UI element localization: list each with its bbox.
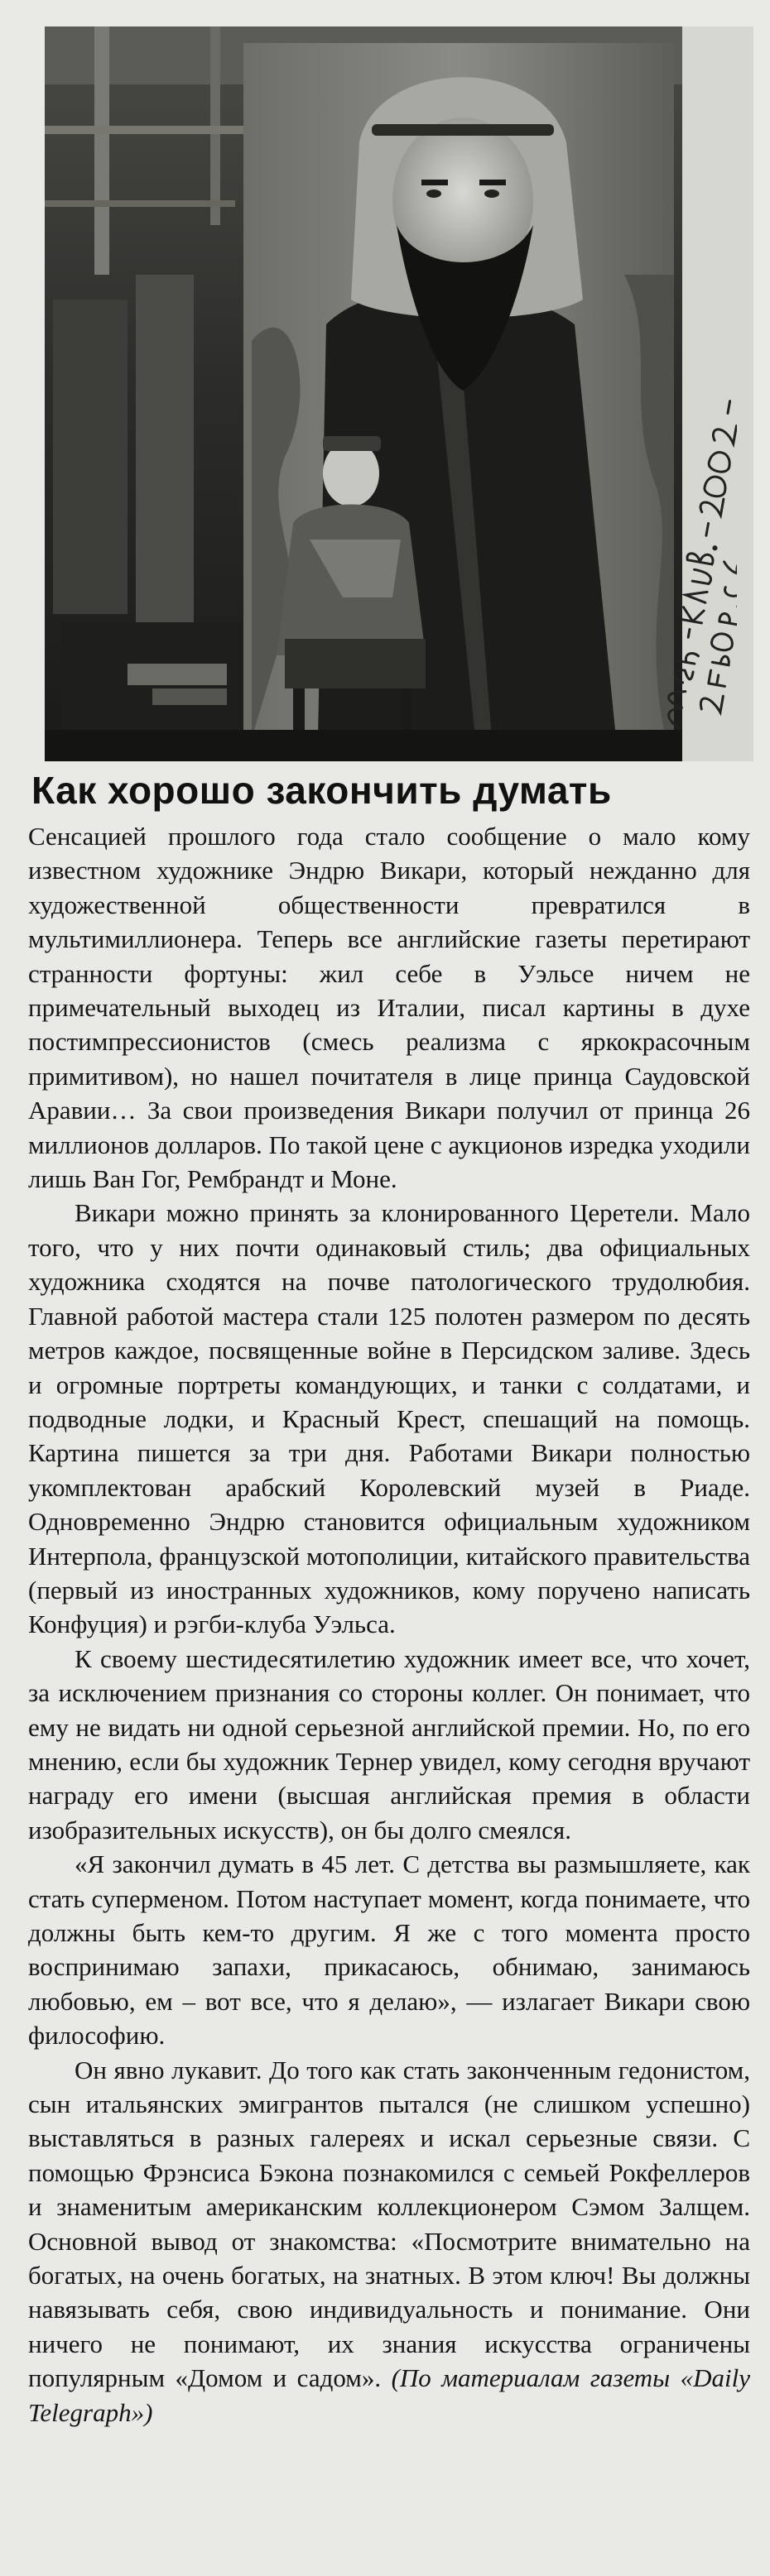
handwritten-annotation <box>646 281 737 745</box>
handwritten-note-drawing <box>646 281 737 745</box>
article-paragraph: «Я закончил думать в 45 лет. С детства вы размышляете, как стать суперменом. Потом наступает момент, когда понимаете, что должны быть кем-то другим. Я же с того момента просто воспринимаю запахи, прикасаюсь, обнимаю, занимаюсь любовью, ем – вот все, что я делаю», — излагает Викари свою философию. <box>28 1849 750 2051</box>
article-headline: Как хорошо закончить думать <box>31 769 612 812</box>
source-credit: (По материалам газеты «Daily Telegraph») <box>28 2363 750 2427</box>
article-paragraph-last <box>28 2053 750 2430</box>
article-paragraph: Сенсацией прошлого года стало сообщение о мало кому известном художнике Эндрю Викари, который нежданно для художественной общественности превратился в мультимиллионера. Теперь все английские газеты перетирают странности фортуны: жил себе в Уэльсе ничем не примечательный выходец из Италии, писал картины в духе постимпрессионистов (смесь реализма с яркокрасочным примитивом), но нашел почитателя в лице принца Саудовской Аравии… За свои произведения Викари получил от принца 26 миллионов долларов. По такой цене с аукционов изредка уходили лишь Ван Гог, Рембрандт и Моне. <box>28 822 750 1194</box>
article-paragraph: К своему шестидесятилетию художник имеет все, что хочет, за исключением признания со стороны коллег. Он понимает, что ему не видать ни одной серьезной английской премии. Но, по его мнению, если бы художник Тернер увидел, кому сегодня вручают награду его имени (высшая английская премия в области изобразительных искусств), он бы долго смеялся. <box>28 1643 750 1844</box>
article-body <box>28 819 750 2557</box>
article-paragraph: Викари можно принять за клонированного Церетели. Мало того, что у них почти одинаковый стиль; два официальных художника сходятся на почве патологического трудолюбия. Главной работой мастера стали 125 полотен размером по десять метров каждое, посвященные войне в Персидском заливе. Здесь и огромные портреты командующих, и танки с солдатами, и подводные лодки, и Красный Крест, спешащий на помощь. Картина пишется за три дня. Работами Викари полностью укомплектован арабский Королевский музей в Риаде. Одновременно Эндрю становится официальным художником Интерпола, французской мотополиции, китайского правительства (первый из иностранных художников, кому поручено написать Конфуция) и рэгби-клуба Уэльса. <box>28 1198 750 1639</box>
article-paragraph-text: Он явно лукавит. До того как стать законченным гедонистом, сын итальянских эмигрантов пытался (не слишком успешно) выставляться в разных галереях и искал серьезные связи. С помощью Фрэнсиса Бэкона познакомился с семьей Рокфеллеров и знаменитым американским коллекционером Сэмом Залщем. Основной вывод от знакомства: «Посмотрите внимательно на богатых, на очень богатых, на знатных. В этом ключ! Вы должны навязывать себя, свою индивидуальность и понимание. Они ничего не понимают, их знания искусства ограничены популярным «Домом и садом». <box>28 2055 750 2393</box>
